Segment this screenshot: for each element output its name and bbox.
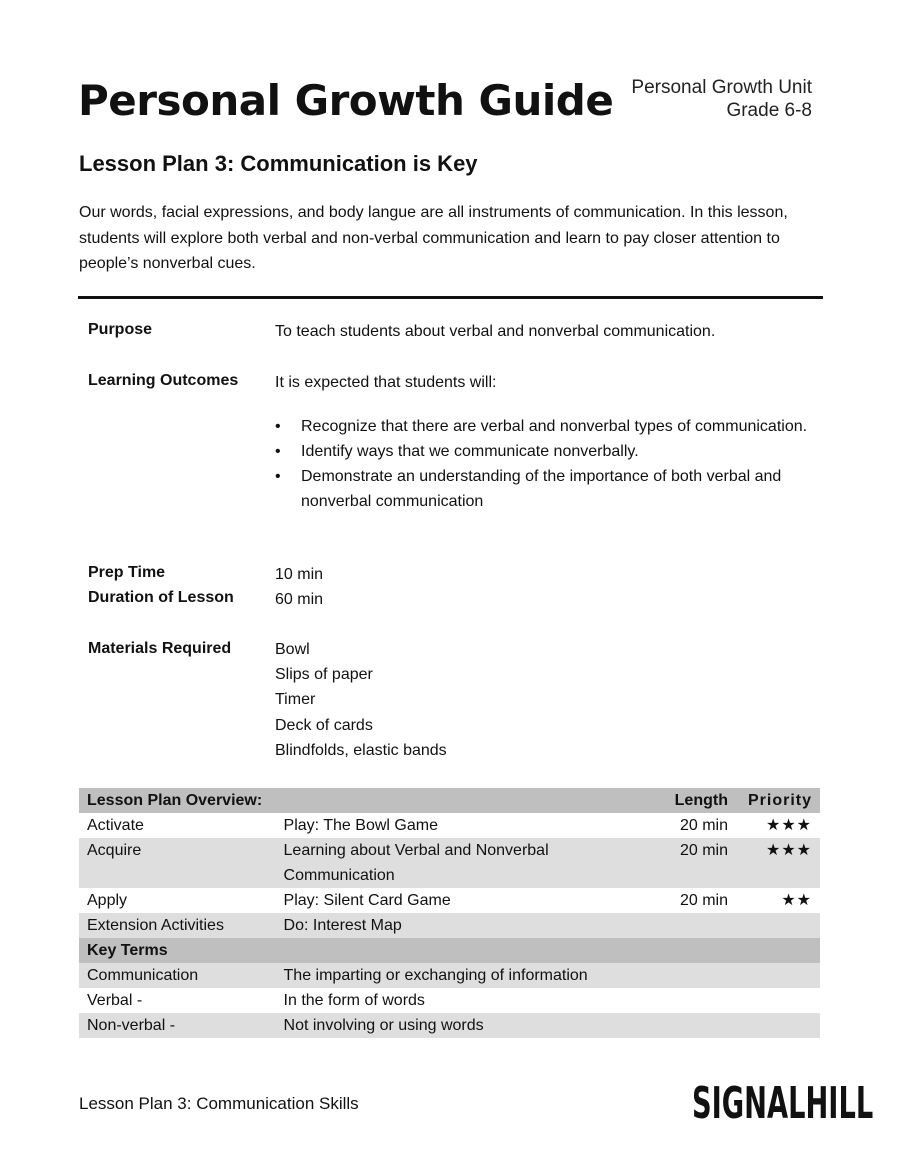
outcome-text: Recognize that there are verbal and nonverbal types of communication.	[301, 418, 808, 435]
duration-label: Duration of Lesson	[88, 589, 234, 606]
definition-cell: In the form of words	[276, 988, 820, 1013]
priority-header: Priority	[740, 788, 820, 813]
term-cell: Verbal -	[79, 988, 276, 1013]
prep-time-label: Prep Time	[88, 564, 166, 581]
priority-stars: ★★★	[740, 838, 820, 888]
table-row	[79, 813, 820, 838]
length-cell	[656, 913, 740, 938]
purpose-label: Purpose	[88, 321, 153, 338]
outcomes-list	[275, 414, 820, 514]
footer-text: Lesson Plan 3: Communication Skills	[79, 1094, 359, 1113]
activity-cell: Play: Silent Card Game	[276, 888, 657, 913]
unit-name: Personal Growth Unit	[631, 77, 812, 98]
activity-cell: Play: The Bowl Game	[276, 813, 657, 838]
priority-stars	[740, 913, 820, 938]
table-header-row	[79, 788, 820, 813]
definition-cell: The imparting or exchanging of information	[276, 963, 820, 988]
table-row	[79, 988, 820, 1013]
list-item	[275, 414, 820, 439]
bullet-icon: •	[275, 418, 281, 435]
materials-label: Materials Required	[88, 640, 232, 657]
materials-list	[275, 637, 447, 763]
length-cell: 20 min	[656, 838, 740, 888]
bullet-icon: •	[275, 443, 281, 460]
phase-cell: Activate	[79, 813, 276, 838]
activity-cell: Learning about Verbal and Nonverbal Communication	[276, 838, 657, 888]
material-item: Timer	[275, 691, 316, 709]
priority-stars: ★★★	[740, 813, 820, 838]
lesson-intro: Our words, facial expressions, and body langue are all instruments of communication. In this lesson, students will explore both verbal and non-verbal communication and learn to pay closer attention to people’s nonverbal cues.	[79, 204, 788, 272]
overview-header-label: Lesson Plan Overview:	[79, 788, 656, 813]
purpose-text: To teach students about verbal and nonverbal communication.	[275, 323, 716, 340]
outcomes-intro: It is expected that students will:	[275, 374, 497, 391]
outcome-text: Demonstrate an understanding of the importance of both verbal and nonverbal communication	[301, 468, 782, 510]
key-terms-label: Key Terms	[79, 938, 820, 963]
phase-cell: Acquire	[79, 838, 276, 888]
grade-range: Grade 6-8	[726, 100, 812, 121]
table-row	[79, 1013, 820, 1038]
material-item: Bowl	[275, 641, 310, 658]
table-row	[79, 963, 820, 988]
list-item	[275, 464, 820, 514]
key-terms-header-row	[79, 938, 820, 963]
material-item: Deck of cards	[275, 716, 373, 734]
phase-cell: Extension Activities	[79, 913, 276, 938]
table-row	[79, 888, 820, 913]
term-cell: Communication	[79, 963, 276, 988]
bullet-icon: •	[275, 468, 281, 485]
signalhill-logo	[692, 1076, 874, 1129]
activity-cell: Do: Interest Map	[276, 913, 657, 938]
material-item: Slips of paper	[275, 666, 373, 684]
divider-rule	[78, 296, 823, 299]
material-item: Blindfolds, elastic bands	[275, 741, 447, 759]
term-cell: Non-verbal -	[79, 1013, 276, 1038]
page-title: Personal Growth Guide	[78, 76, 614, 125]
length-cell: 20 min	[656, 813, 740, 838]
lesson-overview-table	[79, 788, 820, 1038]
list-item	[275, 439, 820, 464]
length-header: Length	[656, 788, 740, 813]
length-cell: 20 min	[656, 888, 740, 913]
lesson-title: Lesson Plan 3: Communication is Key	[79, 151, 478, 176]
priority-stars: ★★	[740, 888, 820, 913]
outcome-text: Identify ways that we communicate nonverbally.	[301, 443, 639, 460]
definition-cell: Not involving or using words	[276, 1013, 820, 1038]
unit-info	[631, 76, 812, 122]
logo-text: SIGNALHILL	[692, 1077, 874, 1129]
table-row	[79, 838, 820, 888]
prep-time-value: 10 min	[275, 566, 324, 583]
phase-cell: Apply	[79, 888, 276, 913]
duration-value: 60 min	[275, 591, 324, 608]
table-row	[79, 913, 820, 938]
outcomes-label: Learning Outcomes	[88, 372, 239, 389]
